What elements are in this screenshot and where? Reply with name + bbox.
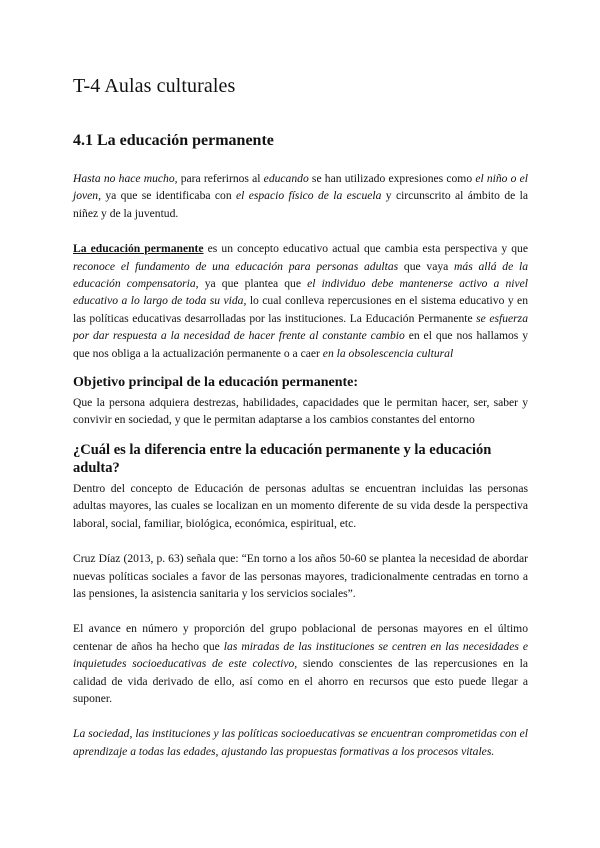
paragraph-intro: Hasta no hace mucho, para referirnos al educando se han utilizado expresiones como el niño o el joven, ya que se identificaba con el espacio físico de la escuela y circunscrito al ámbito de la niñez y de la juventud. <box>73 172 529 220</box>
closing-paragraph: La sociedad, las instituciones y las políticas socioeducativas se encuentran comprometidas con el aprendizaje a todas las edades, ajustando las propuestas formativas a los procesos vitales. <box>73 727 528 758</box>
difference-heading: ¿Cuál es la diferencia entre la educación permanente y la educación adulta? <box>73 441 492 476</box>
page-title: T-4 Aulas culturales <box>73 75 236 97</box>
objective-text: Que la persona adquiera destrezas, habilidades, capacidades que le permitan hacer, ser, saber y convivir en sociedad, y que le permitan adaptarse a los cambios constantes del entorno <box>73 396 528 427</box>
paragraph-avance: El avance en número y proporción del grupo poblacional de personas mayores en el último centenar de años ha hecho que las miradas de las instituciones se centren en las necesidades e inquietudes socioeducativas de este colectivo, siendo conscientes de las repercusiones en la calidad de vida derivado de ello, así como en el ahorro en recursos que esto puede llegar a suponer. <box>73 622 528 705</box>
objective-heading: Objetivo principal de la educación permanente: <box>73 375 359 391</box>
paragraph-definition: La educación permanente es un concepto educativo actual que cambia esta perspectiva y que reconoce el fundamento de una educación para personas adultas que vaya más allá de la educación compensatoria, ya que plantea que el individuo debe mantenerse activo a nivel educativo a lo largo de toda su vida, lo cual conlleva repercusiones en el sistema educativo y en las políticas educativas desarrolladas por las instituciones. La Educación Permanente se esfuerza por dar respuesta a la necesidad de hacer frente al constante cambio en el que nos hallamos y que nos obliga a la actualización permanente o a caer en la obsolescencia cultural <box>73 242 529 360</box>
difference-text: Dentro del concepto de Educación de personas adultas se encuentran incluidas las personas adultas mayores, las cuales se localizan en un momento diferente de su vida desde la perspectiva laboral, social, familiar, biológica, económica, espiritual, etc. <box>73 481 528 530</box>
underlined-term: La educación permanente <box>73 242 204 256</box>
quote-paragraph: Cruz Díaz (2013, p. 63) señala que: “En torno a los años 50-60 se plantea la necesidad de abordar nuevas políticas sociales a favor de las personas mayores, tradicionalmente centradas en torno a las pensiones, la asistencia sanitaria y los servicios sociales”. <box>73 552 528 600</box>
section-heading: 4.1 La educación permanente <box>73 132 274 149</box>
